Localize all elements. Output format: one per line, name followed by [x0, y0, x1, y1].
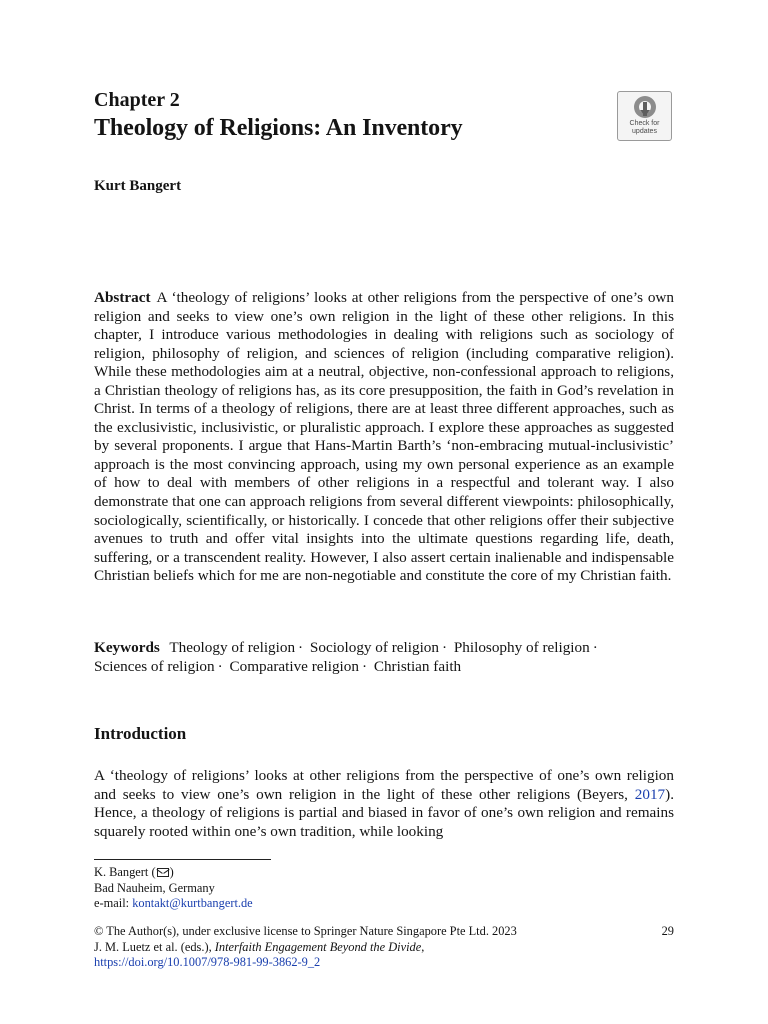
keyword-item: Comparative religion — [229, 657, 359, 675]
keyword-separator: · — [592, 639, 598, 656]
keyword-separator: · — [217, 657, 223, 675]
copyright-block — [94, 924, 674, 971]
check-for-updates-badge[interactable] — [617, 91, 672, 141]
keyword-separator: · — [298, 639, 304, 656]
intro-text: A ‘theology of religions’ looks at other religions from the perspective of one’s own religion and seeks to view one’s own religion in the light of these other religions (Beyers, — [94, 767, 674, 803]
keyword-item: Sciences of religion — [94, 657, 215, 675]
affiliation-email-line — [94, 896, 674, 912]
badge-label-line2: updates — [632, 127, 657, 135]
book-editors: J. M. Luetz et al. (eds.), — [94, 939, 215, 954]
doi-link[interactable]: https://doi.org/10.1007/978-981-99-3862-9_2 — [94, 955, 321, 969]
chapter-label: Chapter 2 — [94, 89, 180, 111]
affiliation-name: K. Bangert ( — [94, 865, 156, 879]
chapter-title: Theology of Religions: An Inventory — [94, 115, 463, 141]
book-citation-suffix: , — [421, 939, 425, 954]
check-for-updates-icon — [633, 95, 657, 119]
footnote-divider — [94, 859, 271, 860]
keyword-item: Christian faith — [373, 657, 462, 675]
citation-link[interactable]: 2017 — [634, 785, 666, 803]
intro-text: ). Hence, a theology of religions is partial and biased in favor of one’s own religion and remains squarely rooted within one’s own tradition, while looking — [94, 785, 674, 841]
section-heading-introduction: Introduction — [94, 724, 187, 743]
keyword-item: Theology of religion — [169, 639, 296, 656]
book-page — [94, 0, 674, 1024]
email-link[interactable]: kontakt@kurtbangert.de — [132, 896, 253, 910]
envelope-icon — [157, 868, 169, 877]
book-title: Interfaith Engagement Beyond the Divide — [214, 939, 422, 954]
badge-label-line1: Check for — [629, 120, 660, 127]
keyword-item: Sociology of religion — [309, 639, 439, 656]
author-affiliation — [94, 865, 674, 912]
keyword-item: Philosophy of religion — [453, 639, 590, 656]
affiliation-name-close: ) — [169, 865, 174, 879]
page-number: 29 — [661, 924, 674, 938]
abstract-label: Abstract — [94, 289, 151, 306]
keywords-label: Keywords — [94, 639, 160, 656]
author-name: Kurt Bangert — [94, 178, 182, 194]
introduction-paragraph — [94, 767, 674, 842]
affiliation-location: Bad Nauheim, Germany — [94, 880, 215, 895]
copyright-line: © The Author(s), under exclusive license to Springer Nature Singapore Pte Ltd. 2023 — [94, 924, 517, 938]
abstract-text: A ‘theology of religions’ looks at other religions from the perspective of one’s own religion and seeks to view one’s own religion in the light of these other religions. In this chapter, I introduce various methodologies in dealing with religions such as sociology of religion, philosophy of religion, and sciences of religion (including comparative religion). While these methodologies aim at a neutral, objective, non-confessional approach to religions, a Christian theology of religions has, as its core presupposition, the faith in God’s revelation in Christ. In terms of a theology of religions, there are at least three different approaches, such as the exclusivistic, inclusivistic, or pluralistic approach. I explore these approaches as suggested by several proponents. I argue that Hans-Martin Barth’s ‘non-embracing mutual-inclusivistic’ approach is the most convincing approach, using my own personal experience as an example of how to deal with members of other religions in a respectful and tolerant way. I also demonstrate that one can approach religions from several different viewpoints: philosophically, sociologically, scientifically, or historically. I concede that other religions offer their subjective avenues to truth and offer vital insights into the ultimate questions regarding life, death, suffering, or a transcendent reality. However, I also assert certain inalienable and indispensable Christian beliefs which for me are non-negotiable and constitute the core of my Christian faith. — [94, 289, 674, 585]
keyword-separator: · — [442, 639, 448, 656]
keywords — [94, 639, 674, 676]
abstract — [94, 289, 674, 586]
book-citation-line — [94, 940, 674, 956]
affiliation-name-line — [94, 865, 674, 881]
keyword-separator: · — [361, 657, 368, 675]
email-label: e-mail: — [94, 896, 133, 910]
